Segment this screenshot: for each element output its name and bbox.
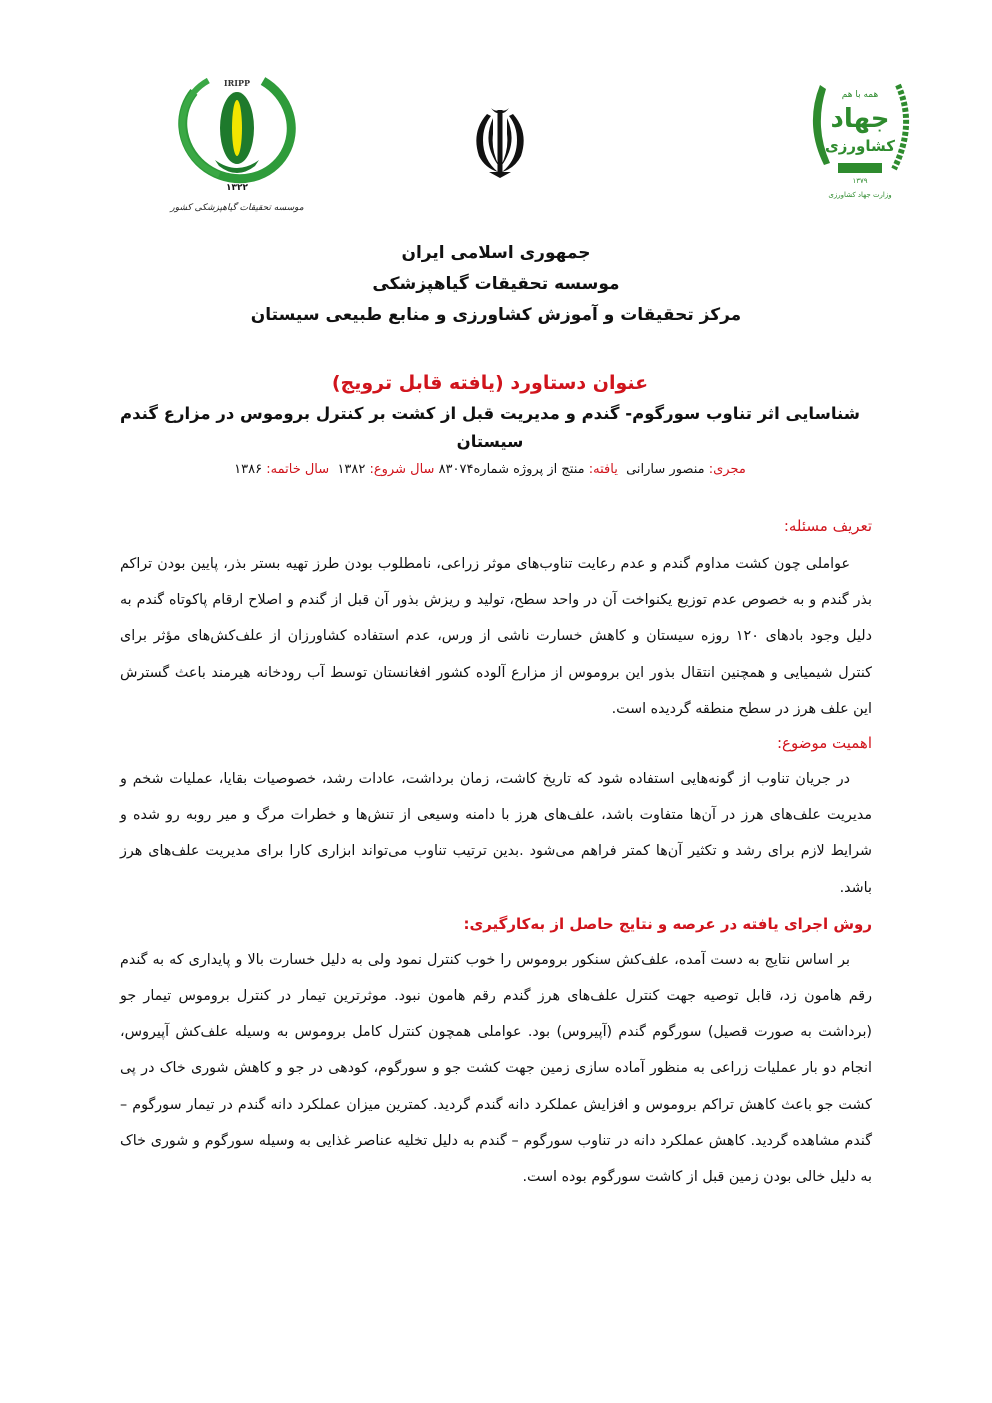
jahad-sub-text: کشاورزی bbox=[825, 137, 895, 155]
jahad-keshavarzi-logo bbox=[800, 65, 920, 205]
header-country: جمهوری اسلامی ایران bbox=[401, 243, 591, 263]
header-center: مرکز تحقیقات و آموزش کشاورزی و منابع طبیعی سیستان bbox=[250, 305, 742, 325]
section-heading-problem: تعریف مسئله: bbox=[783, 517, 872, 535]
achievement-meta bbox=[100, 460, 880, 480]
finding-label: یافته: bbox=[588, 462, 618, 477]
section-text-importance: در جریان تناوب از گونه‌هایی استفاده شود که تاریخ کاشت، زمان برداشت، عادات رشد، خصوصیات بقایا، عملیات شخم و مدیریت علف‌های هرز در آن‌ها متفاوت باشد، علف‌های هرز با دامنه وسیعی از تنش‌ها و خطرات مرگ و میر روبه رو شده و شرایط لازم برای رشد و تکثیر آن‌ها کمتر فراهم می‌شود .بدین ترتیب تناوب می‌تواند ابزاری کارا برای مدیریت علف‌های هرز باشد. bbox=[120, 771, 872, 896]
iripp-year: ۱۳۲۲ bbox=[226, 183, 248, 193]
jahad-top-text: همه با هم bbox=[841, 90, 879, 100]
end-year-label: سال خاتمه: bbox=[266, 462, 330, 477]
section-heading-importance: اهمیت موضوع: bbox=[776, 734, 872, 753]
section-text-method-results: بر اساس نتایج به دست آمده، علف‌کش سنکور بروموس را خوب کنترل نمود ولی به دلیل خسارت بالا و پایداری که به گندم رقم هامون زد، قابل توصیه جهت کنترل علف‌های هرز گندم رقم هامون نبود. موثرترین تیمار در کنترل بروموس تیمار جو (برداشت به صورت قصیل) سورگوم گندم (آپیروس) بود. عواملی همچون کنترل کامل بروموس به وسیله علف‌کش آپیروس، انجام دو بار عملیات زراعی به منظور آماده سازی زمین جهت کشت جو و سورگوم، کودهی در جو و کاهش شوری خاک در پی کشت جو باعث کاهش تراکم بروموس و افزایش عملکرد دانه گندم گردید. کمترین میزان عملکرد دانه گندم در تیمار سورگوم – گندم مشاهده گردید. کاهش عملکرد دانه در تناوب سورگوم – گندم به دلیل تخلیه عناصر غذایی به وسیله سورگوم و شوری خاک به دلیل خالی بودن زمین قبل از کاشت سورگوم بوده است. bbox=[120, 951, 872, 1186]
executor-name: منصور سارانی bbox=[626, 462, 705, 477]
achievement-title-block bbox=[100, 370, 880, 480]
document-body bbox=[120, 512, 872, 1195]
section-heading-method-results: روش اجرای یافته در عرصه و نتایج حاصل از به‌کارگیری: bbox=[463, 914, 872, 933]
iripp-acronym: IRIPP bbox=[223, 78, 251, 88]
header-institute: موسسه تحقیقات گیاهپزشکی bbox=[372, 274, 620, 294]
jahad-year: ۱۳۷۹ bbox=[852, 177, 868, 185]
achievement-title: عنوان دستاورد (یافته قابل ترویج) bbox=[331, 372, 649, 394]
jahad-caption: وزارت جهاد کشاورزی bbox=[828, 191, 892, 199]
jahad-main-text: جهاد bbox=[830, 104, 890, 134]
finding-value: منتج از پروژه شماره۸۳۰۷۴ bbox=[438, 462, 585, 477]
institution-header bbox=[0, 238, 992, 331]
iripp-caption: موسسه تحقیقات گیاهپزشکی کشور bbox=[170, 203, 304, 213]
start-year-label: سال شروع: bbox=[369, 462, 435, 477]
start-year: ۱۳۸۲ bbox=[337, 462, 366, 477]
iran-emblem-icon bbox=[465, 100, 535, 180]
section-text-problem: عواملی چون کشت مداوم گندم و عدم رعایت تناوب‌های موثر زراعی، نامطلوب بودن طرز تهیه بستر بذر، پایین بودن تراکم بذر گندم و به خصوص عدم توزیع یکنواخت آن در واحد سطح، تولید و ریزش بذور آن قبل از گندم و اصلاح ارقام پاکوتاه گندم به دلیل وجود بادهای ۱۲۰ روزه سیستان و کاهش خسارت ناشی از ورس، عدم استفاده کشاورزان از علف‌کش‌های مؤثر برای کنترل شیمیایی و همچنین انتقال بذور این بروموس از مزارع آلوده کشور افغانستان توسط آب رودخانه هیرمند باعث گسترش این علف هرز در سطح منطقه گردیده است. bbox=[120, 556, 872, 717]
iripp-logo bbox=[165, 68, 315, 218]
achievement-subject: شناسایی اثر تناوب سورگوم- گندم و مدیریت قبل از کشت بر کنترل بروموس در مزارع گندم سیستان bbox=[120, 404, 860, 451]
end-year: ۱۳۸۶ bbox=[234, 462, 263, 477]
executor-label: مجری: bbox=[708, 462, 746, 477]
